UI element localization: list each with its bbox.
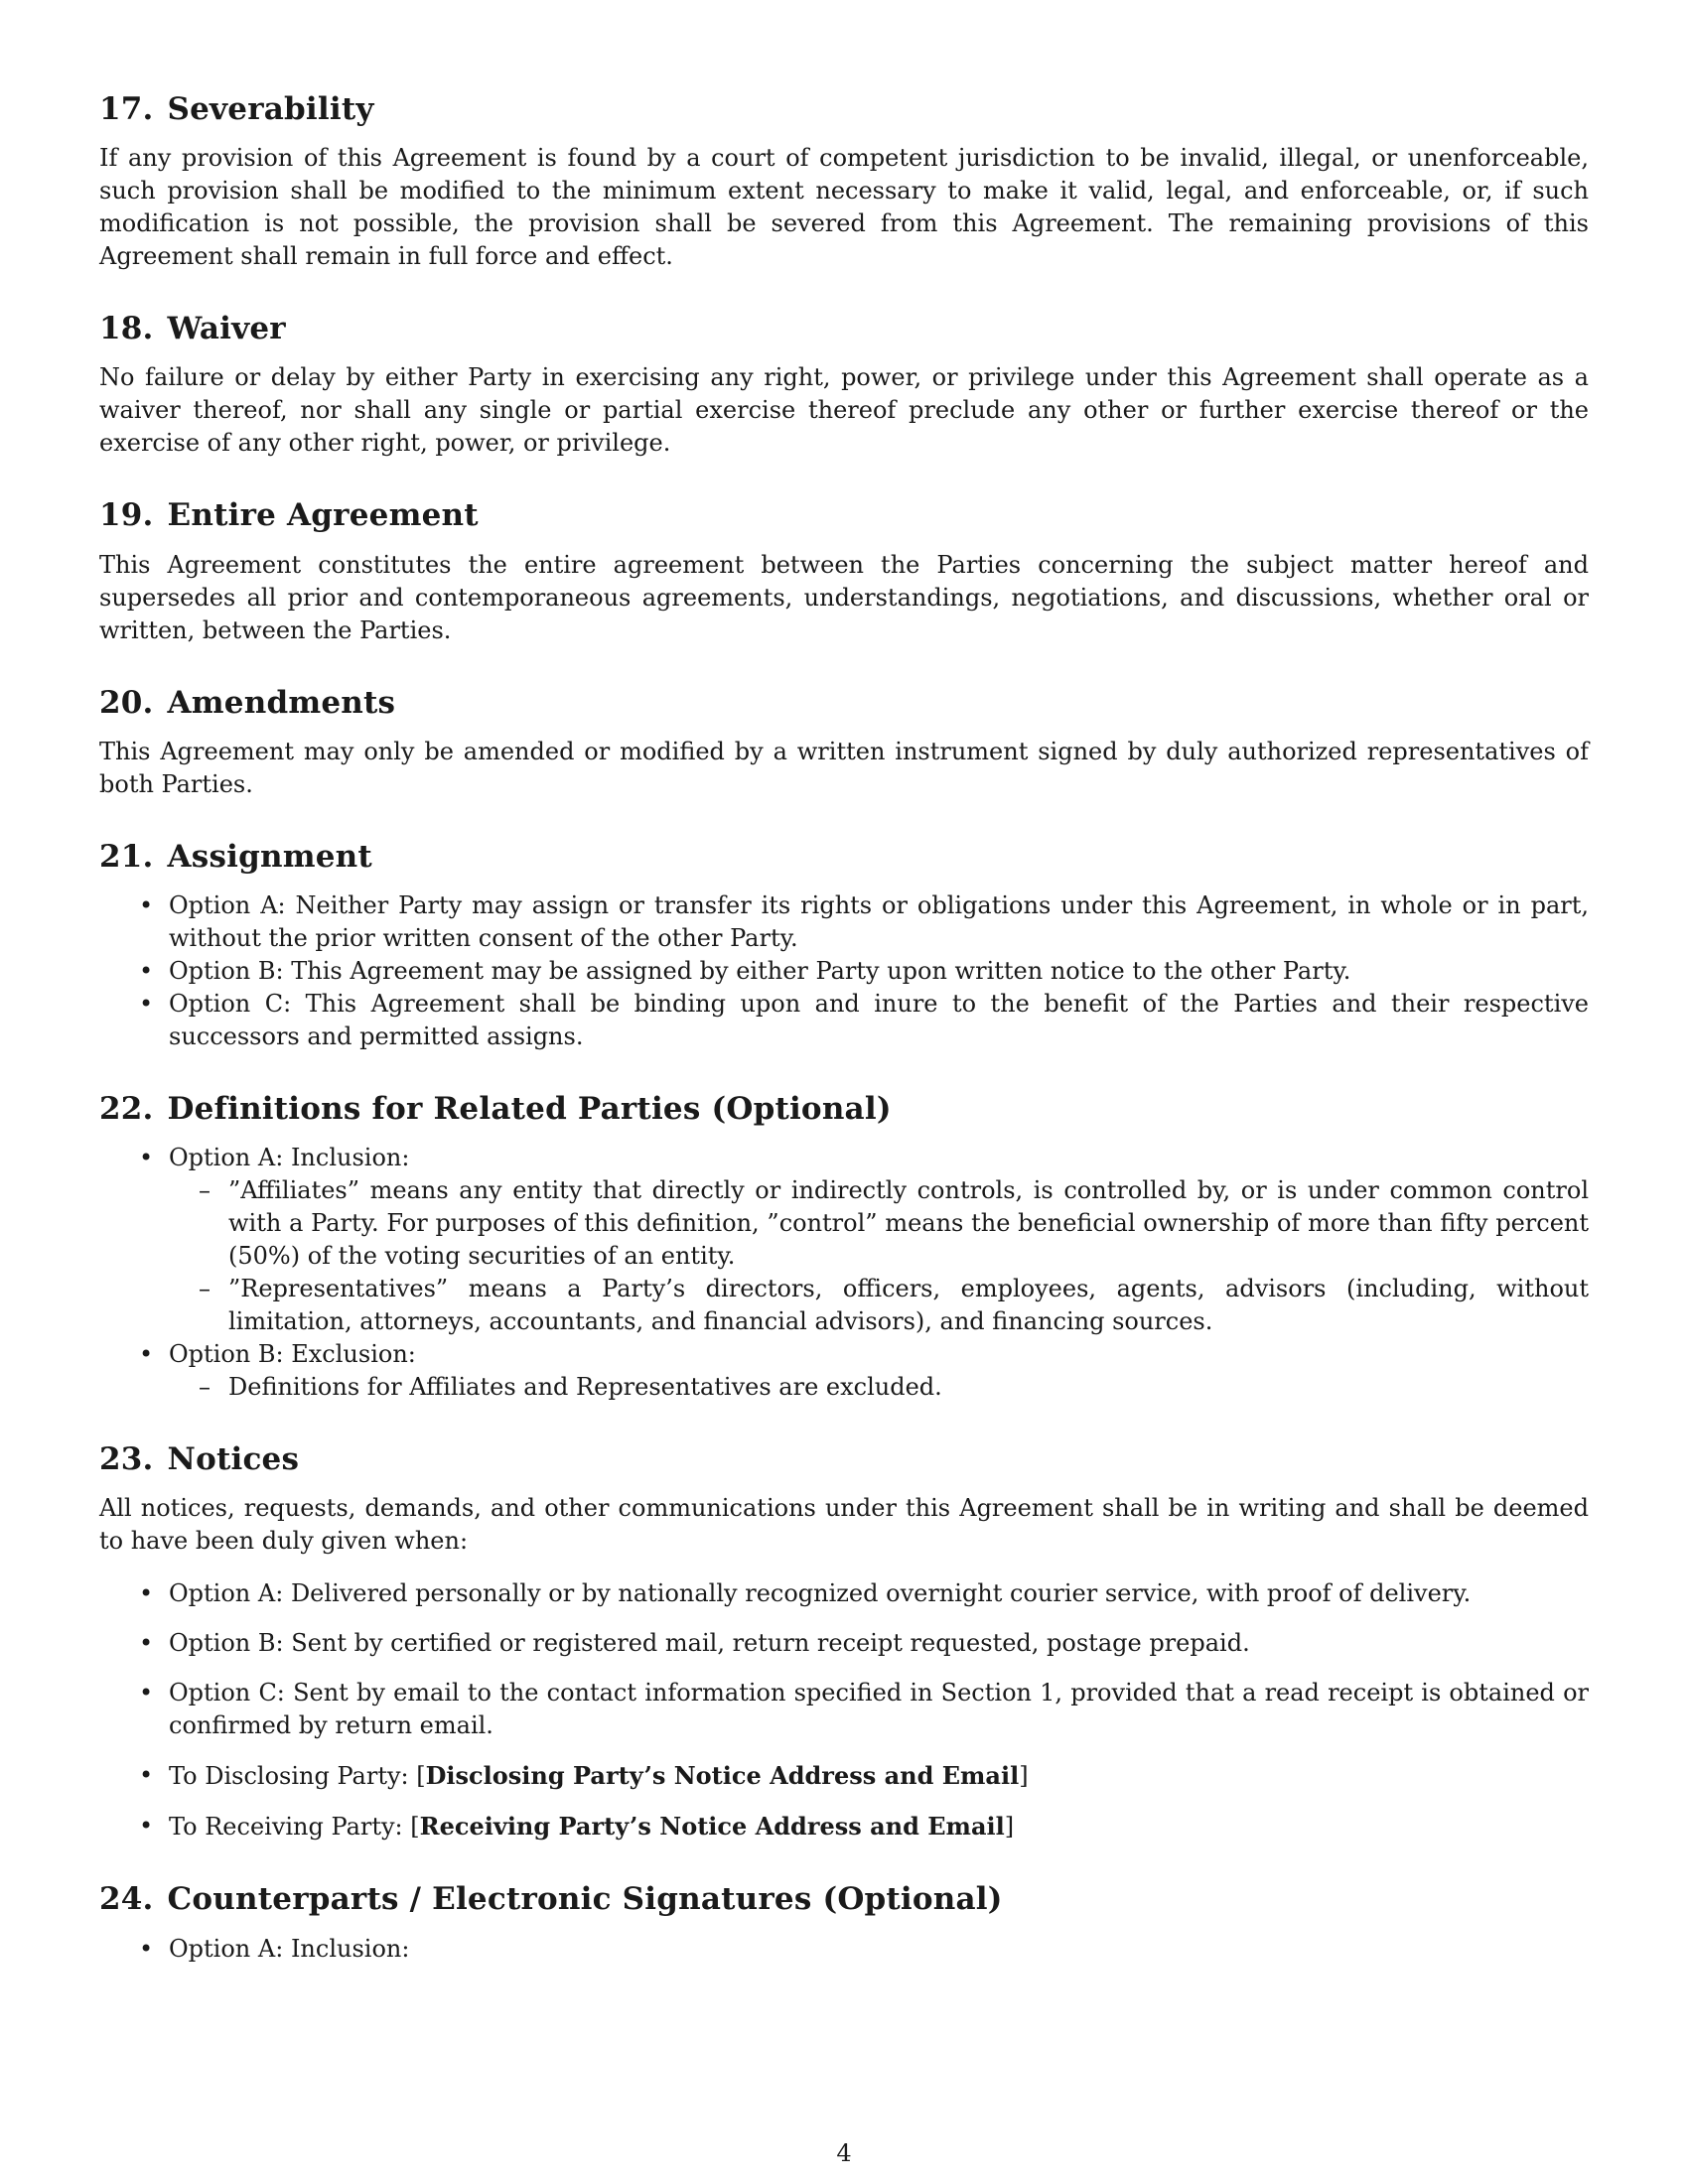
section-22 (99, 1091, 1589, 1404)
list-item: • Option B: Exclusion: – Definitions for Affiliates and Representatives are excluded. (99, 1338, 1589, 1404)
section-heading: 24. Counterparts / Electronic Signatures (Optional) (99, 1881, 1003, 1918)
counterparts-options (99, 1933, 1589, 1966)
section-body: If any provision of this Agreement is found by a court of competent jurisdiction to be invalid, illegal, or unenforceable, such provision shall be modified to the minimum extent necessary to make it valid, legal, and enforceable, or, if such modification is not possible, the provision shall be severed from this Agreement. The remaining provisions of this Agreement shall remain in full force and effect. (99, 144, 1589, 271)
page-number: 4 (836, 2139, 852, 2167)
section-heading: 19. Entire Agreement (99, 497, 479, 534)
section-23 (99, 1441, 1589, 1843)
definitions-options (99, 1142, 1589, 1404)
document-page (99, 91, 1589, 2003)
notices-options (99, 1577, 1589, 1843)
list-item: • Option B: Sent by certified or registered mail, return receipt requested, postage prepaid. (99, 1627, 1589, 1660)
list-item: • Option A: Inclusion: – ”Affiliates” means any entity that directly or indirectly controls, is controlled by, or is under common control with a Party. For purposes of this definition, ”control” means the beneficial ownership of more than fifty percent (50%) of the voting securities of an entity. – ”Representatives” means a Party’s directors, officers, employees, agents, advisors (including, without limitation, attorneys, accountants, and financial advisors), and financing sources. (99, 1142, 1589, 1338)
sub-list-item: – Definitions for Affiliates and Representatives are excluded. (169, 1371, 1589, 1404)
list-item: • Option A: Inclusion: (99, 1933, 1589, 1966)
section-24 (99, 1881, 1589, 1965)
sub-list (169, 1174, 1589, 1338)
sub-list-item: – ”Representatives” means a Party’s directors, officers, employees, agents, advisors (including, without limitation, attorneys, accountants, and financial advisors), and financing sources. (169, 1273, 1589, 1338)
sub-list (169, 1371, 1589, 1404)
list-item: • To Receiving Party: [Receiving Party’s Notice Address and Email] (99, 1810, 1589, 1843)
section-18 (99, 311, 1589, 460)
section-body: No failure or delay by either Party in exercising any right, power, or privilege under this Agreement shall operate as a waiver thereof, nor shall any single or partial exercise thereof preclude any other or further exercise thereof or the exercise of any other right, power, or privilege. (99, 363, 1589, 458)
section-heading: 22. Definitions for Related Parties (Optional) (99, 1090, 892, 1127)
list-item: • Option C: This Agreement shall be binding upon and inure to the benefit of the Parties and their respective successors and permitted assigns. (99, 988, 1589, 1053)
disclosing-placeholder: Disclosing Party’s Notice Address and Email (425, 1761, 1020, 1791)
section-heading: 18. Waiver (99, 311, 286, 347)
section-heading: 23. Notices (99, 1441, 300, 1478)
list-item: • To Disclosing Party: [Disclosing Party’s Notice Address and Email] (99, 1759, 1589, 1793)
list-item: • Option A: Delivered personally or by nationally recognized overnight courier service, with proof of delivery. (99, 1577, 1589, 1610)
section-19 (99, 497, 1589, 646)
section-20 (99, 685, 1589, 801)
section-heading: 17. Severability (99, 91, 374, 127)
list-item: • Option B: This Agreement may be assigned by either Party upon written notice to the other Party. (99, 955, 1589, 988)
section-21 (99, 839, 1589, 1053)
list-item: • Option C: Sent by email to the contact information specified in Section 1, provided that a read receipt is obtained or confirmed by return email. (99, 1677, 1589, 1742)
assignment-options (99, 889, 1589, 1053)
list-item: • Option A: Neither Party may assign or transfer its rights or obligations under this Agreement, in whole or in part, without the prior written consent of the other Party. (99, 889, 1589, 955)
receiving-placeholder: Receiving Party’s Notice Address and Email (419, 1812, 1005, 1842)
sub-list-item: – ”Affiliates” means any entity that directly or indirectly controls, is controlled by, or is under common control with a Party. For purposes of this definition, ”control” means the beneficial ownership of more than fifty percent (50%) of the voting securities of an entity. (169, 1174, 1589, 1273)
section-body: All notices, requests, demands, and other communications under this Agreement shall be in writing and shall be deemed to have been duly given when: (99, 1494, 1589, 1556)
section-heading: 21. Assignment (99, 838, 372, 875)
section-body: This Agreement constitutes the entire agreement between the Parties concerning the subject matter hereof and supersedes all prior and contemporaneous agreements, understandings, negotiations, and discussions, whether oral or written, between the Parties. (99, 550, 1589, 644)
section-body: This Agreement may only be amended or modified by a written instrument signed by duly authorized representatives of both Parties. (99, 737, 1589, 798)
section-heading: 20. Amendments (99, 684, 396, 721)
section-17 (99, 91, 1589, 273)
